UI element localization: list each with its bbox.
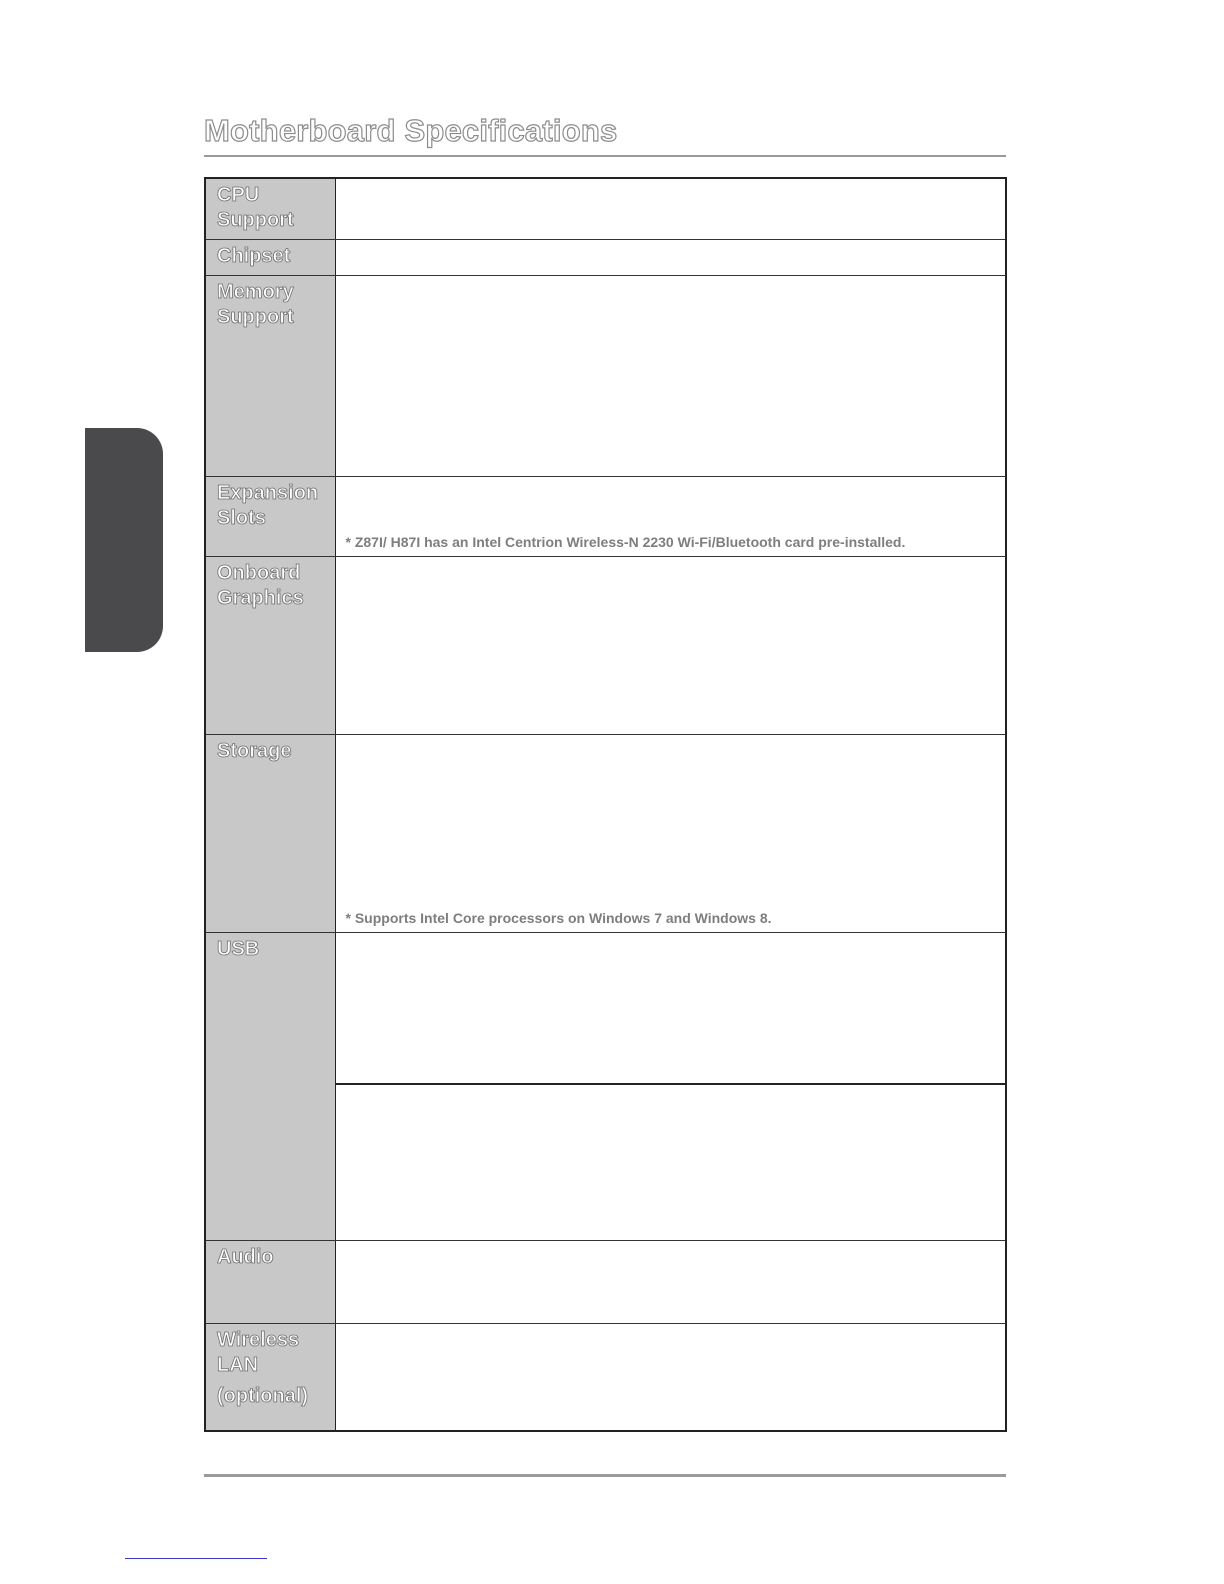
onboard-graphics-label: Onboard Graphics [217, 561, 304, 609]
storage-value [335, 734, 1006, 932]
expansion-slots-label: Expansion Slots [217, 481, 319, 529]
expansion-slots-value [335, 476, 1006, 556]
spec-label-cell [205, 1323, 335, 1431]
footer-divider [204, 1474, 1006, 1477]
chipset-label: Chipset [217, 244, 291, 267]
spec-row-cpu [205, 178, 1006, 239]
spec-row-memory [205, 275, 1006, 476]
spec-label-cell [205, 476, 335, 556]
spec-row-storage [205, 734, 1006, 932]
usb-value-block [336, 933, 1006, 1085]
chipset-value [335, 239, 1006, 275]
spec-label-cell [205, 1240, 335, 1323]
spec-row-usb [205, 932, 1006, 1240]
spec-label-cell [205, 239, 335, 275]
wireless-lan-value [335, 1323, 1006, 1431]
chapter-side-tab [85, 428, 163, 652]
onboard-graphics-value [335, 556, 1006, 734]
wireless-lan-label: Wireless LAN [217, 1328, 300, 1376]
spec-label-cell [205, 932, 335, 1240]
usb-value-block [336, 1085, 1006, 1237]
usb-value [335, 932, 1006, 1240]
expansion-footnote: * Z87I/ H87I has an Intel Centrion Wireless-N 2230 Wi-Fi/Bluetooth card pre-installed. [345, 533, 906, 550]
bottom-link-underline [125, 1558, 267, 1559]
memory-support-value [335, 275, 1006, 476]
spec-label-cell [205, 734, 335, 932]
spec-table [204, 177, 1007, 1432]
spec-row-wireless [205, 1323, 1006, 1431]
audio-label: Audio [217, 1245, 274, 1268]
spec-row-expansion [205, 476, 1006, 556]
spec-row-chipset [205, 239, 1006, 275]
spec-label-cell [205, 275, 335, 476]
usb-label: USB [217, 937, 260, 960]
audio-value [335, 1240, 1006, 1323]
page-title: Motherboard Specifications [204, 113, 618, 148]
memory-support-label: Memory Support [217, 280, 294, 328]
cpu-support-label: CPU Support [217, 184, 294, 231]
wireless-optional-label: (optional) [217, 1384, 309, 1407]
spec-row-audio [205, 1240, 1006, 1323]
storage-footnote: * Supports Intel Core processors on Windows 7 and Windows 8. [345, 909, 772, 926]
title-divider [204, 155, 1006, 157]
spec-label-cell [205, 556, 335, 734]
cpu-support-value [335, 178, 1006, 239]
spec-label-cell [205, 178, 335, 239]
storage-label: Storage [217, 739, 292, 762]
spec-row-graphics [205, 556, 1006, 734]
